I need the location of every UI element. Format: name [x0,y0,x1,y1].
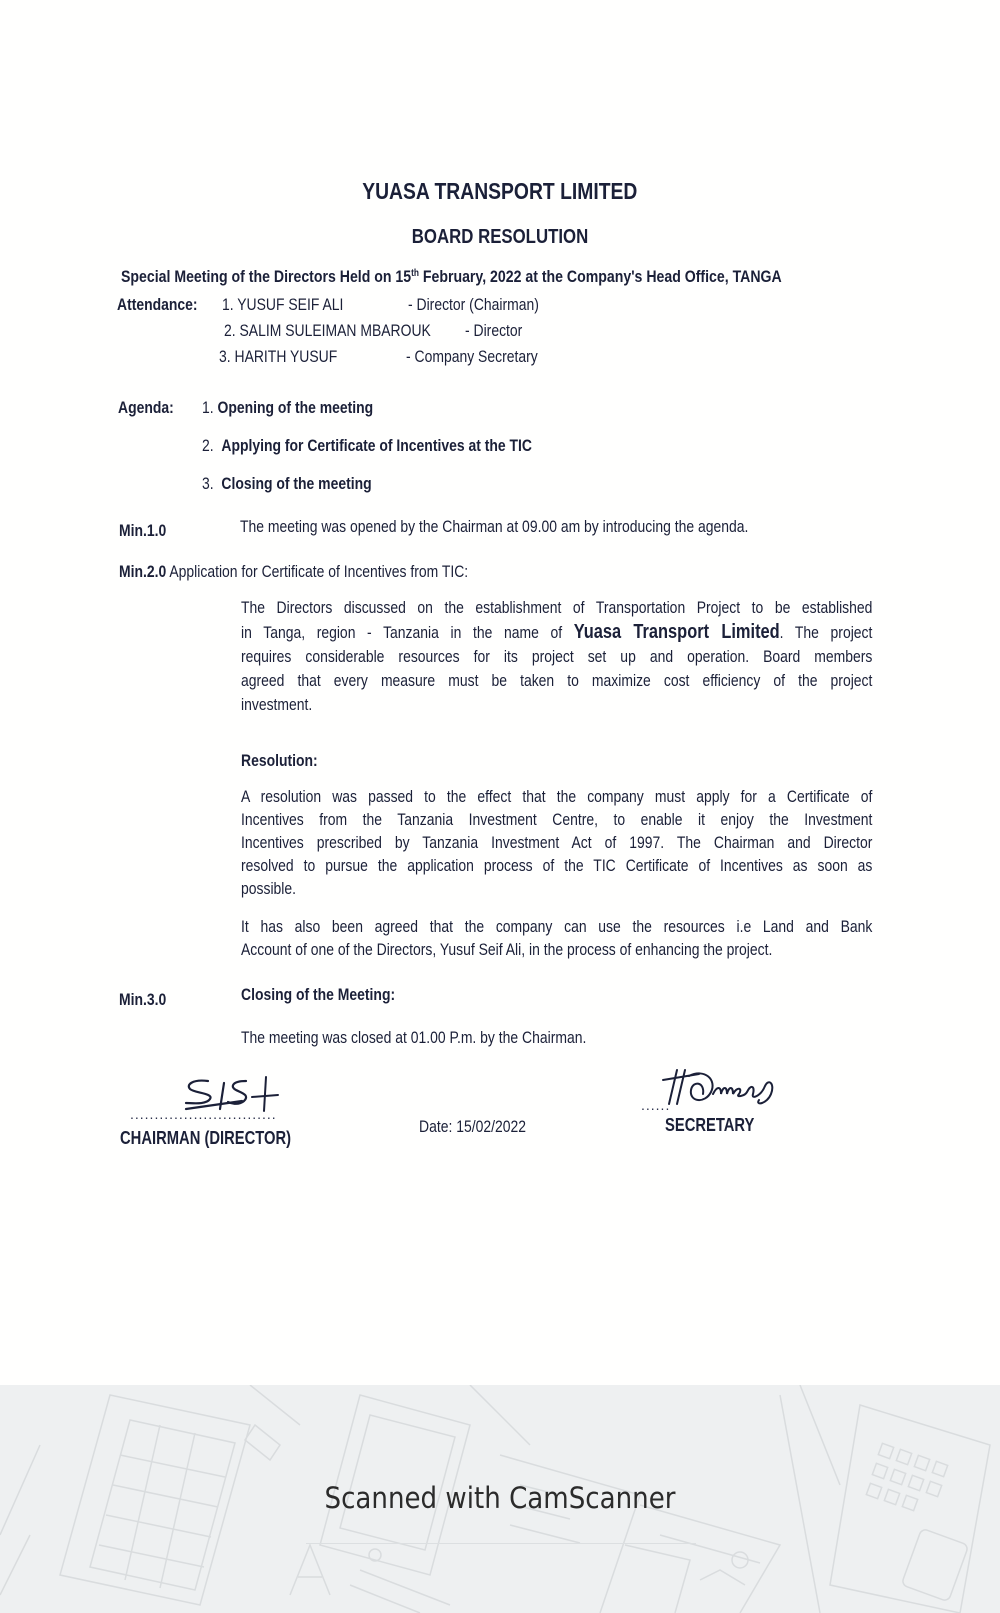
meeting-date-suffix: th [411,268,419,279]
minute-heading [119,562,545,582]
minute-title: Application for Certificate of Incentives from TIC: [169,562,469,581]
attendee-name: 3. HARITH YUSUF [219,347,338,366]
chairman-signature-line: .............................. [130,1106,277,1122]
attendee-role: - Company Secretary [406,347,538,366]
attendee-role: - Director (Chairman) [408,295,539,314]
agreement-paragraph: It has also been agreed that the company can use the resources i.e Land and Bank Account of one of the Directors, Yusuf Seif Ali, in the process of enhancing the project. [241,917,873,959]
chairman-label: CHAIRMAN (DIRECTOR) [120,1128,292,1148]
secretary-signature-line: ...... [641,1097,671,1113]
camscanner-watermark: Scanned with CamScanner [324,1481,676,1515]
agenda-item: 2. Applying for Certificate of Incentives at the TIC [202,436,532,455]
agenda-label: Agenda: [118,398,174,417]
company-name-emphasis: Yuasa Transport Limited [573,621,780,643]
watermark-underline [306,1543,696,1544]
agenda-item: 1. Opening of the meeting [202,398,374,417]
meeting-text-start: Special Meeting of the Directors Held on 15 [121,267,412,286]
company-title: YUASA TRANSPORT LIMITED [362,178,638,204]
minute-text: The meeting was opened by the Chairman at 09.00 am by introducing the agenda. [240,517,749,536]
resolution-paragraph: A resolution was passed to the effect that the company must apply for a Certificate of Incentives from the Tanzania Investment Centre, to enable it enjoy the Investment Incentives prescribed by Tanzania Investment Act of 1997. The Chairman and Director resolved to pursue the application process of the TIC Certificate of Incentives as soon as possible. [241,787,873,898]
signature-date: Date: 15/02/2022 [419,1117,526,1136]
attendee-role: - Director [465,321,523,340]
minute-label: Min.2.0 [119,562,167,581]
discussion-paragraph: The Directors discussed on the establishment of Transportation Project to be established in Tanga, region - Tanzania in the name of Yuasa Transport Limited. The project requires considerable resources for its project set up and operation. Board members agreed that every measure must be taken to maximize cost efficiency of the project investment. [241,598,873,714]
resolution-heading: BOARD RESOLUTION [411,226,589,248]
resolution-label: Resolution: [241,751,318,770]
camscanner-footer [0,1385,1000,1613]
attendee-name: 2. SALIM SULEIMAN MBAROUK [224,321,431,340]
attendance-label: Attendance: [117,295,198,314]
meeting-text-end: February, 2022 at the Company's Head Office, TANGA [418,267,782,286]
minute-label: Min.3.0 [119,990,167,1009]
minute-title: Closing of the Meeting: [241,985,396,1004]
secretary-label: SECRETARY [665,1115,755,1135]
minute-text: The meeting was closed at 01.00 P.m. by the Chairman. [241,1028,587,1047]
attendee-name: 1. YUSUF SEIF ALI [222,295,344,314]
meeting-details [121,267,917,287]
secretary-signature [655,1066,780,1114]
agenda-item: 3. Closing of the meeting [202,474,372,493]
minute-label: Min.1.0 [119,521,167,540]
